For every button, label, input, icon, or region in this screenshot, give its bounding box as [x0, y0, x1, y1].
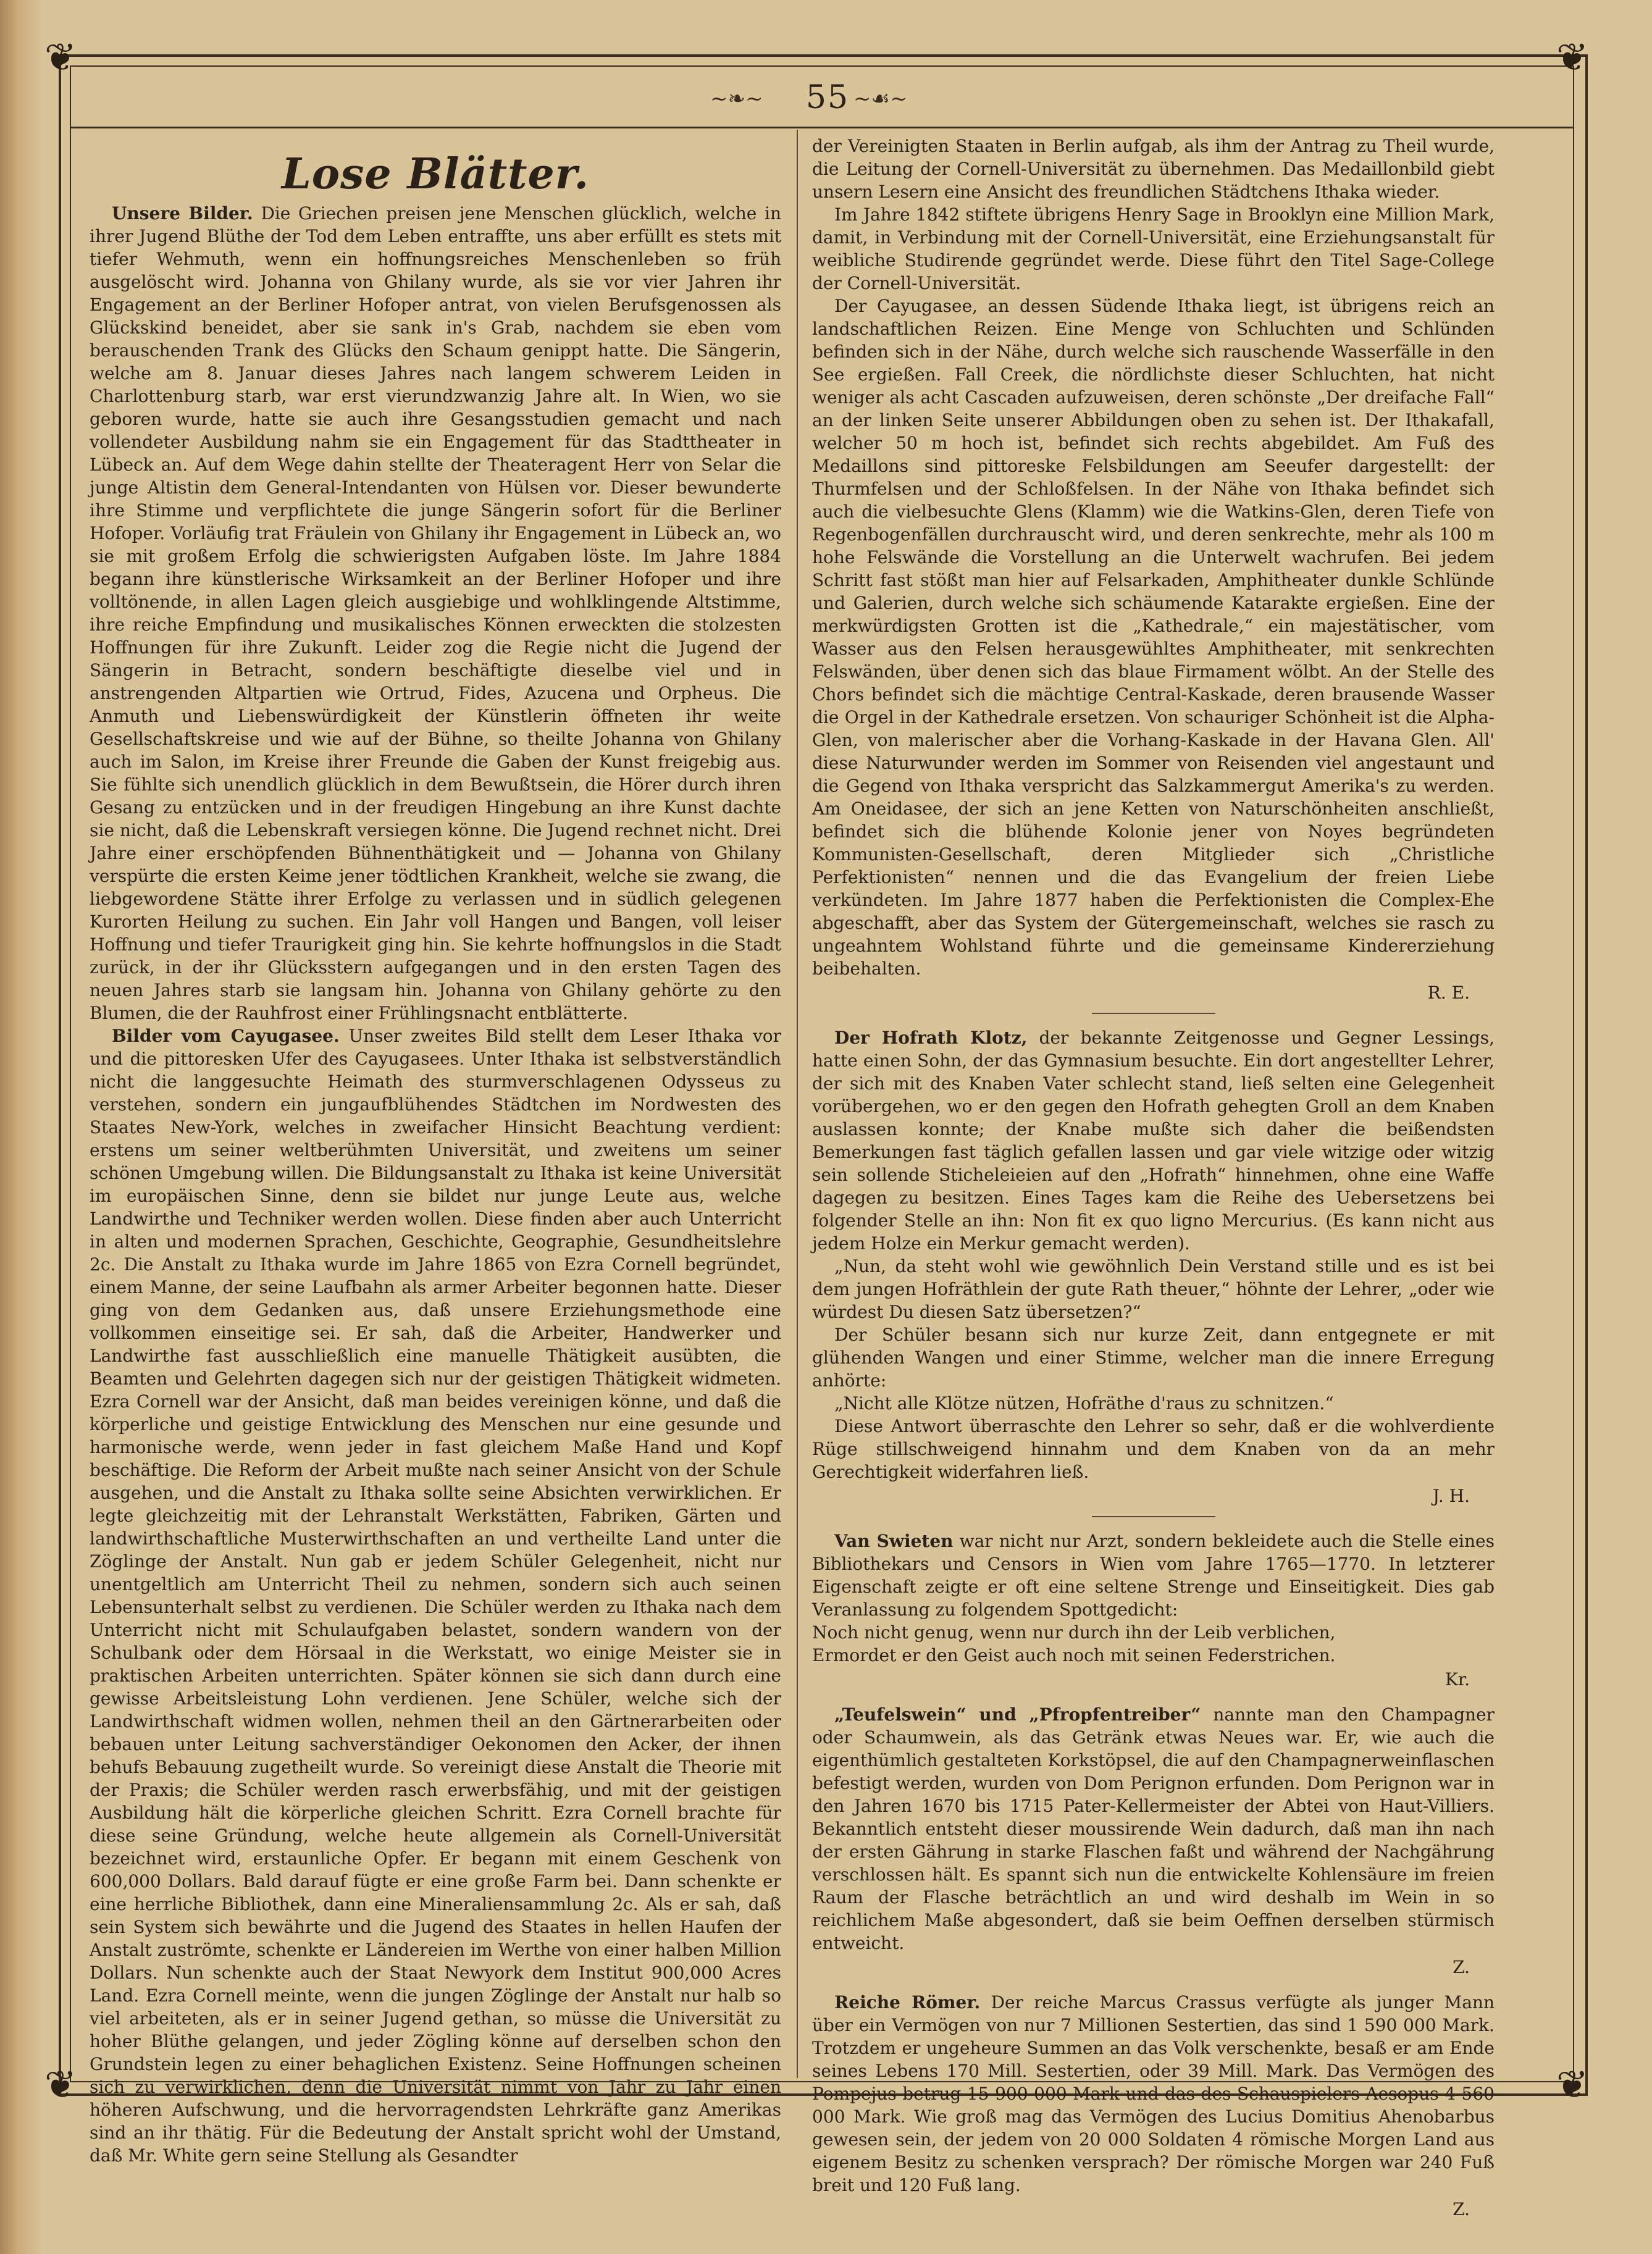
author-signature: Kr. [1444, 1669, 1470, 1690]
corner-ornament-bottom-left: ❦ [44, 2062, 77, 2107]
article-cayugasee [90, 1024, 781, 2167]
author-signature: R. E. [1427, 982, 1470, 1003]
author-signature: Z. [1453, 2199, 1470, 2219]
article-text: war nicht nur Arzt, sondern bekleidete auch die Stelle eines Bibliothekars und Censors in Wien vom Jahre 1765—1770. In letzterer Eigenschaft zeigte er oft eine seltene Strenge und Einseitigkeit. Dies gab Veranlassung zu folgendem Spottgedicht: [812, 1531, 1495, 1620]
author-signature: Z. [1453, 1957, 1470, 1977]
article-text: der bekannte Zeitgenosse und Gegner Lessings, hatte einen Sohn, der das Gymnasium besuchte. Ein dort angestellter Lehrer, der sich mit des Knaben Vater schlecht stand, ließ selten eine Gelegenheit vorübergehen, wo er den gegen den Hofrath gehegten Groll an dem Knaben auslassen konnte; der Knabe mußte sich daher die beißendsten Bemerkungen fast täglich gefallen lassen und gar viele witzige oder witzig sein sollende Sticheleieien auf den „Hofrath“ hinnehmen, ohne eine Waffe dagegen zu besitzen. Eines Tages kam die Reihe des Uebersetzens bei folgender Stelle an ihn: Non fit ex quo ligno Mercurius. (Es kann nicht aus jedem Holze ein Merkur gemacht werden). [812, 1028, 1495, 1254]
left-column [90, 135, 781, 2167]
page-edge [0, 0, 43, 2254]
page-title: Lose Blätter. [281, 149, 590, 199]
article-unsere-bilder [90, 202, 781, 1024]
verse-line: Ermordet er den Geist auch noch mit seinen Federstrichen. [812, 1645, 1336, 1665]
header-rule [70, 127, 1574, 128]
right-column [812, 135, 1495, 2221]
article-paragraph: Diese Antwort überraschte den Lehrer so sehr, daß er die wohlverdiente Rüge stillschweigend hinnahm und dem Knaben von da an mehr Gerechtigkeit widerfahren ließ. [812, 1416, 1495, 1482]
article-lead: „Teufelswein“ und „Pfropfentreiber“ [834, 1704, 1201, 1725]
article-lead: Unsere Bilder. [112, 203, 253, 224]
column-divider [797, 130, 798, 2078]
section-divider [1092, 1013, 1215, 1014]
verse-line: Noch nicht genug, wenn nur durch ihn der Leib verblichen, [812, 1622, 1336, 1643]
author-signature: J. H. [1432, 1486, 1470, 1506]
article-lead: Reiche Römer. [834, 1992, 981, 2013]
article-hofrath-klotz [812, 1026, 1495, 1255]
spacer [812, 1691, 1495, 1703]
article-text: nannte man den Champagner oder Schaumwein, als das Getränk etwas Neues war. Er, wie auch die eigenthümlich gestalteten Korkstöpsel, die auf den Champagnerweinflaschen befestigt werden, wurden von Dom Perignon erfunden. Dom Perignon war in den Jahren 1670 bis 1715 Pater-Kellermeister der Abtei von Haut-Villiers. Bekanntlich entsteht dieser moussirende Wein dadurch, daß man ihn nach der ersten Gährung in starke Flaschen faßt und während der Nachgährung verschlossen hält. Es spannt sich nun die entwickelte Kohlensäure im freien Raum der Flasche beträchtlich an und wird deshalb im Wein in so reichlichem Maße abgesondert, daß sie beim Oeffnen derselben stürmisch entweicht. [812, 1704, 1495, 1953]
page-number: 55 [805, 79, 850, 116]
article-text: Unser zweites Bild stellt dem Leser Ithaka vor und die pittoresken Ufer des Cayugasees. Unter Ithaka ist selbstverständlich nicht die langgesuchte Heimath des sturmverschlagenen Odysseus zu verstehen, sondern ein jungaufblühendes Städtchen im Nordwesten des Staates New-York, welches in zweifacher Hinsicht Beachtung verdient: erstens um seiner weltberühmten Universität, und zweitens um seiner schönen Umgebung willen. Die Bildungsanstalt zu Ithaka ist keine Universität im europäischen Sinne, denn sie bildet nur junge Leute aus, welche Landwirthe und Techniker werden wollen. Diese finden aber auch Unterricht in alten und modernen Sprachen, Geschichte, Geographie, Gesundheitslehre 2c. Die Anstalt zu Ithaka wurde im Jahre 1865 von Ezra Cornell begründet, einem Manne, der seine Laufbahn als armer Arbeiter begonnen hatte. Dieser ging von dem Gedanken aus, daß unsere Erziehungsmethode eine vollkommen einseitige sei. Er sah, daß die Arbeiter, Handwerker und Landwirthe fast ausschließlich eine manuelle Thätigkeit ausübten, die Beamten und Gelehrten dagegen sich nur der geistigen Thätigkeit widmeten. Ezra Cornell war der Ansicht, daß man beides vereinigen könne, und daß die körperliche und geistige Entwicklung des Menschen nur eine gesunde und harmonische werde, wenn jeder in fast gleichem Maße Hand und Kopf beschäftige. Die Reform der Arbeit mußte nach seiner Ansicht von der Schule ausgehen, und die Anstalt zu Ithaka sollte seine Absichten verwirklichen. Er legte gleichzeitig mit der Lehranstalt Werkstätten, Fabriken, Gärten und landwirthschaftliche Musterwirthschaften an und vertheilte Land unter die Zöglinge der Anstalt. Nun gab er jedem Schüler Gelegenheit, nicht nur unentgeltlich am Unterricht Theil zu nehmen, sondern sich auch seinen Lebensunterhalt selbst zu verdienen. Die Schüler werden zu Ithaka nach dem Unterricht nicht mit Schulaufgaben belastet, sondern wandern von der Schulbank oder dem Hörsaal in die Werkstatt, wo einige Meister sie in praktischen Arbeiten unterrichten. Später können sie sich dann durch eine gewisse Arbeitsleistung Lohn verdienen. Jene Schüler, welche sich der Landwirthschaft widmen wollen, nehmen theil an den Gärtnerarbeiten oder bebauen unter Leitung sachverständiger Oekonomen den Acker, der ihnen behufs Bebauung zugetheilt wurde. So vereinigt diese Anstalt die Theorie mit der Praxis; die Schüler werden rasch erwerbsfähig, und mit der geistigen Ausbildung hält die körperliche gleichen Schritt. Ezra Cornell brachte für diese seine Gründung, welche heute allgemein als Cornell-Universität bezeichnet wird, erstaunliche Opfer. Er begann mit einem Geschenk von 600,000 Dollars. Bald darauf fügte er eine große Farm bei. Dann schenkte er eine herrliche Bibliothek, dann eine Mineraliensammlung 2c. Als er sah, daß sein System sich bewährte und die Jugend des Staates in hellen Haufen der Anstalt zuströmte, schenkte er Ländereien im Werthe von einer halben Million Dollars. Nun schenkte auch der Staat Newyork dem Institut 900,000 Acres Land. Ezra Cornell meinte, wenn die jungen Zöglinge der Anstalt nur halb so viel arbeiteten, als er in seiner Jugend gethan, so müsse die Universität zu hoher Blüthe gelangen, und jeder Zögling könne auf derselben schon den Grundstein legen zu einer behaglichen Existenz. Seine Hoffnungen scheinen sich zu verwirklichen, denn die Universität nimmt von Jahr zu Jahr einen höheren Aufschwung, und die hervorragendsten Lehrkräfte ganz Amerikas sind an ihr thätig. Für die Bedeutung der Anstalt spricht wohl der Umstand, daß Mr. White gern seine Stellung als Gesandter [90, 1026, 782, 2166]
article-continuation-p2: Im Jahre 1842 stiftete übrigens Henry Sage in Brooklyn eine Million Mark, damit, in Verbindung mit der Cornell-Universität, eine Erziehungsanstalt für weibliche Studirende gegründet werde. Diese führt den Titel Sage-College der Cornell-Universität. [812, 204, 1495, 293]
article-paragraph: Der Schüler besann sich nur kurze Zeit, dann entgegnete er mit glühenden Wangen und einer Stimme, welcher man die innere Erregung anhörte: [812, 1325, 1495, 1391]
article-lead: Bilder vom Cayugasee. [112, 1026, 340, 1046]
article-van-swieten [812, 1530, 1495, 1621]
article-quote: „Nicht alle Klötze nützen, Hofräthe d'raus zu schnitzen.“ [834, 1393, 1334, 1414]
article-continuation-p3: Der Cayugasee, an dessen Südende Ithaka liegt, ist übrigens reich an landschaftlichen Reizen. Eine Menge von Schluchten und Schlünden befinden sich in der Nähe, durch welche sich rauschende Wasserfälle in den See ergießen. Fall Creek, die nördlichste dieser Schluchten, hat nicht weniger als acht Cascaden aufzuweisen, deren schönste „Der dreifache Fall“ an der linken Seite unserer Abbildungen oben zu sehen ist. Der Ithakafall, welcher 50 m hoch ist, befindet sich rechts abgebildet. Am Fuß des Medaillons sind pittoreske Felsbildungen am Seeufer dargestellt: der Thurmfelsen und der Schloßfelsen. In der Nähe von Ithaka befindet sich auch die vielbesuchte Glens (Klamm) wie die Watkins-Glen, deren Tiefe von Regenbogenfällen durchrauscht wird, und deren senkrechte, mehr als 100 m hohe Felswände die Vorstellung an die Unterwelt wachrufen. Bei jedem Schritt fast stößt man hier auf Felsarkaden, Amphitheater dunkle Schlünde und Galerien, durch welche sich schäumende Katarakte ergießen. Eine der merkwürdigsten Grotten ist die „Kathedrale,“ ein majestätischer, vom Wasser aus den Felsen herausgewühltes Amphitheater, mit senkrechten Felswänden, über denen sich das blaue Firmament wölbt. An der Stelle des Chors befindet sich die mächtige Central-Kaskade, deren brausende Wasser die Orgel in der Kathedrale ersetzen. Von schauriger Schönheit ist die Alpha-Glen, von malerischer aber die Vorhang-Kaskade in der Havana Glen. All' diese Naturwunder werden im Sommer von Reisenden viel angestaunt und die Gegend von Ithaka verspricht das Salzkammergut Amerika's zu werden. Am Oneidasee, der sich an jene Ketten von Naturschönheiten anschließt, befindet sich die blühende Kolonie jener von Noyes begründeten Kommunisten-Gesellschaft, deren Mitglieder sich „Christliche Perfektionisten“ nennen und die das Evangelium der freien Liebe verkündeten. Im Jahre 1877 haben die Perfektionisten die Complex-Ehe abgeschafft, aber das System der Gütergemeinschaft, welches sie rasch zu ungeahntem Wohlstand führte und die gemeinsame Kindererziehung beibehalten. [812, 296, 1495, 979]
corner-ornament-bottom-right: ❦ [1556, 2062, 1588, 2107]
spacer [812, 1979, 1495, 1991]
page-number-ornament-left: ~❧~ [710, 86, 763, 111]
article-teufelswein [812, 1703, 1495, 1954]
article-reiche-roemer [812, 1991, 1495, 2197]
corner-ornament-top-left: ❦ [44, 35, 77, 80]
article-text: Der reiche Marcus Crassus verfügte als junger Mann über ein Vermögen von nur 7 Millionen Sestertien, das sind 1 590 000 Mark. Trotzdem er ungeheure Summen an das Volk verschenkte, besaß er am Ende seines Lebens 170 Mill. Sestertien, oder 39 Mill. Mark. Das Vermögen des Pompejus betrug 15 900 000 Mark und das des Schauspielers Aesopus 4 560 000 Mark. Wie groß mag das Vermögen des Lucius Domitius Ahenobarbus gewesen sein, der jedem von 20 000 Soldaten 4 römische Morgen Land aus eigenem Besitz zu schenken versprach? Der römische Morgen war 240 Fuß breit und 120 Fuß lang. [812, 1992, 1495, 2195]
article-paragraph: „Nun, da steht wohl wie gewöhnlich Dein Verstand stille und es ist bei dem jungen Hofräthlein der gute Rath theuer,“ höhnte der Lehrer, „oder wie würdest Du diesen Satz übersetzen?“ [812, 1256, 1495, 1322]
article-text: Die Griechen preisen jene Menschen glücklich, welche in ihrer Jugend Blüthe der Tod dem Leben entraffte, uns aber erfüllt es stets mit tiefer Wehmuth, wenn ein hoffnungsreiches Menschenleben so früh ausgelöscht wird. Johanna von Ghilany wurde, als sie vor vier Jahren ihr Engagement an der Berliner Hofoper antrat, von vielen Berufsgenossen als Glückskind beneidet, aber sie sank in's Grab, nachdem sie eben vom berauschenden Trank des Glücks den Schaum genippt hatte. Die Sängerin, welche am 8. Januar dieses Jahres nach langem schwerem Leiden in Charlottenburg starb, war erst vierundzwanzig Jahre alt. In Wien, wo sie geboren wurde, hatte sie auch ihre Gesangsstudien gemacht und nach vollendeter Ausbildung nahm sie ein Engagement für das Stadttheater in Lübeck an. Auf dem Wege dahin stellte der Theateragent Herr von Selar die junge Altistin dem General-Intendanten von Hülsen vor. Dieser bewunderte ihre Stimme und verpflichtete die junge Sängerin sofort für die Berliner Hofoper. Vorläufig trat Fräulein von Ghilany ihr Engagement in Lübeck an, wo sie mit großem Erfolg die schwierigsten Aufgaben löste. Im Jahre 1884 begann ihre künstlerische Wirksamkeit an der Berliner Hofoper und ihre volltönende, in allen Lagen gleich ausgiebige und wohlklingende Altstimme, ihre reiche Empfindung und musikalisches Können erweckten die stolzesten Hoffnungen für ihre Zukunft. Leider zog die Regie nicht die Jugend der Sängerin in Betracht, sondern beschäftigte dieselbe viel und in anstrengenden Altpartien wie Ortrud, Fides, Azucena und Orpheus. Die Anmuth und Liebenswürdigkeit der Künstlerin öffneten ihr weite Gesellschaftskreise und wie auf der Bühne, so theilte Johanna von Ghilany auch im Salon, im Kreise ihrer Freunde die Gaben der Kunst freigebig aus. Sie fühlte sich unendlich glücklich in dem Bewußtsein, die Hörer durch ihren Gesang zu entzücken und in der freudigen Hingebung an ihre Kunst dachte sie nicht, daß die Lebenskraft versiegen könne. Die Jugend rechnet nicht. Drei Jahre einer erschöpfenden Bühnenthätigkeit und — Johanna von Ghilany verspürte die ersten Keime jener tödtlichen Krankheit, welche sie zwang, die liebgewordene Stätte ihrer Erfolge zu verlassen und in südlich gelegenen Kurorten Heilung zu suchen. Ein Jahr voll Hangen und Bangen, voll leiser Hoffnung und tiefer Traurigkeit ging hin. Sie kehrte hoffnungslos in die Stadt zurück, in der ihr Glücksstern aufgegangen und in den ersten Tagen des neuen Jahres starb sie langsam hin. Johanna von Ghilany gehörte zu den Blumen, die der Rauhfrost einer Frühlingsnacht entblätterte. [90, 203, 781, 1023]
article-continuation-p1: der Vereinigten Staaten in Berlin aufgab, als ihm der Antrag zu Theil wurde, die Leitung der Cornell-Universität zu übernehmen. Das Medaillonbild giebt unsern Lesern eine Ansicht des freundlichen Städtchens Ithaka wieder. [812, 136, 1495, 202]
page-number-ornament-right: ~☙~ [853, 86, 908, 111]
section-divider [1092, 1516, 1215, 1517]
article-lead: Van Swieten [834, 1531, 954, 1551]
article-lead: Der Hofrath Klotz, [834, 1028, 1028, 1048]
corner-ornament-top-right: ❦ [1556, 35, 1588, 80]
